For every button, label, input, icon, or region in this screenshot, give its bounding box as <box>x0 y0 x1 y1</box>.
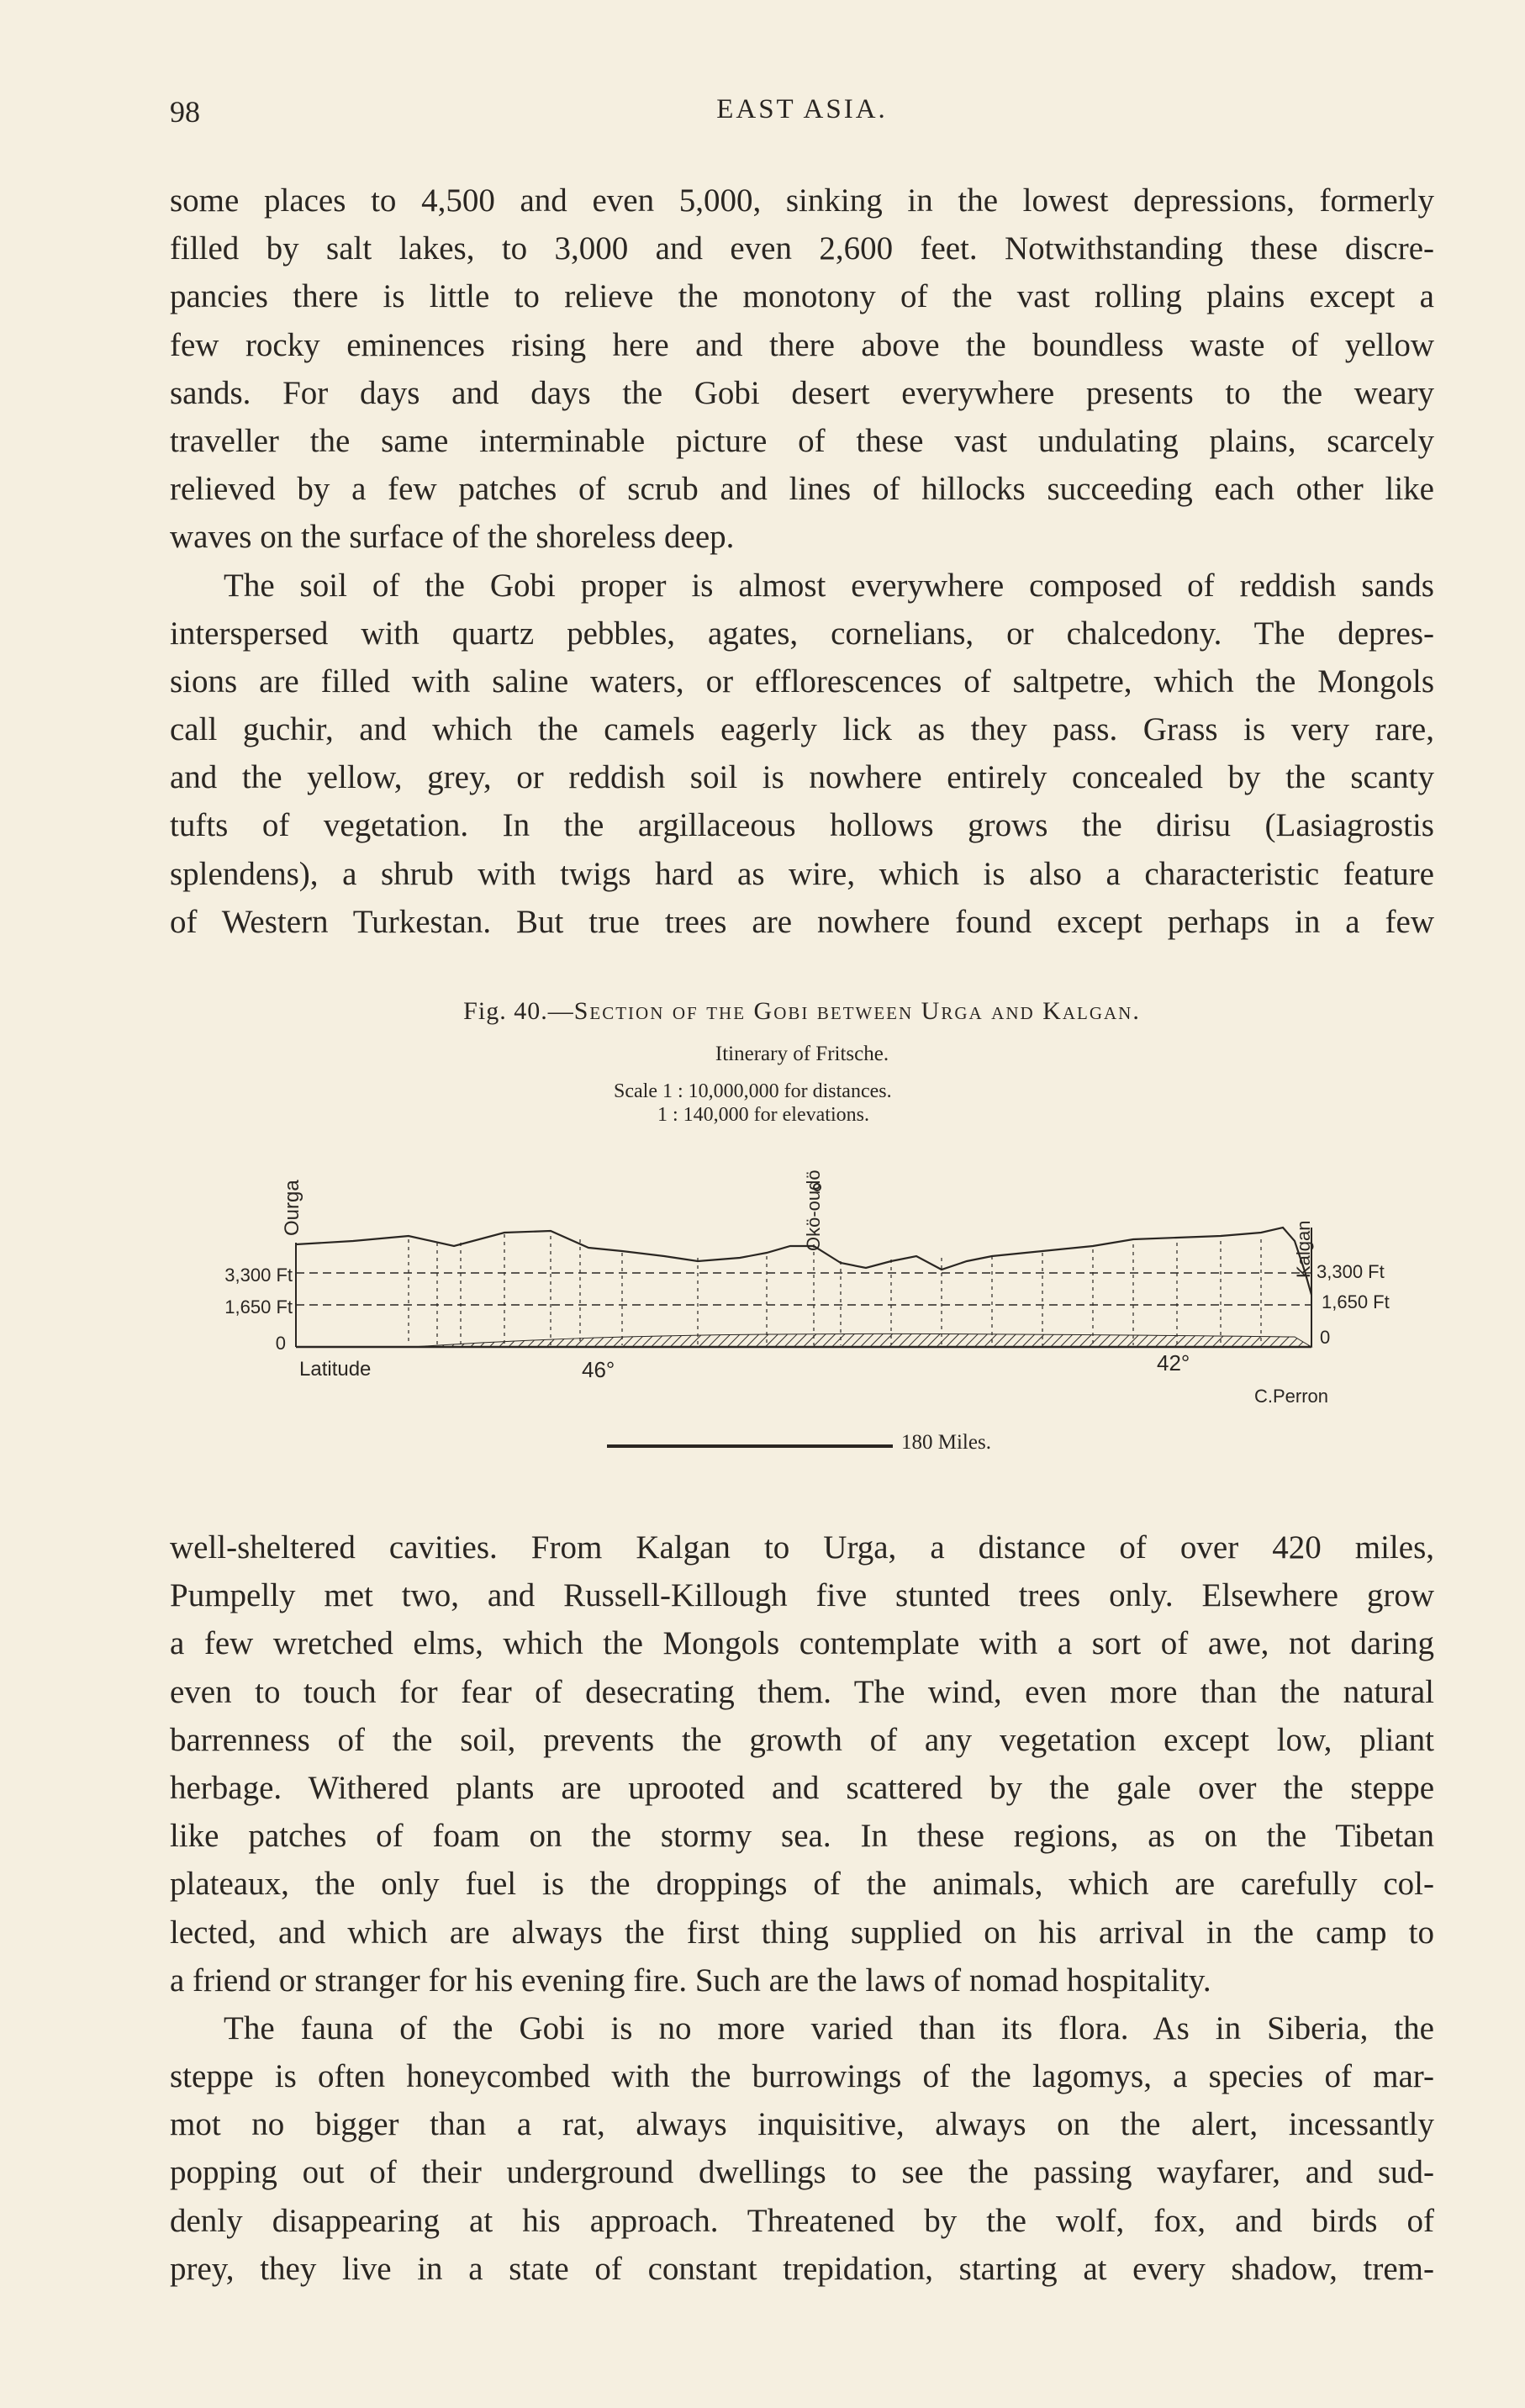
scale-bar-label: 180 Miles. <box>901 1431 991 1454</box>
figure-subtitle: Itinerary of Fritsche. <box>715 1043 889 1065</box>
body-line: popping out of their underground dwellings to see the passing wayfarer, and sud- <box>170 2154 1434 2191</box>
town-label-kalgan: Kalgan <box>1293 1220 1314 1278</box>
town-label-ourga: Ourga <box>281 1180 303 1236</box>
figure-title: Section of the Gobi between Urga and Kalgan. <box>573 997 1141 1025</box>
body-line: sions are filled with saline waters, or efflorescences of saltpetre, which the Mongols <box>170 663 1434 700</box>
latitude-label: Latitude <box>299 1358 372 1381</box>
elev-right-1650: 1,650 Ft <box>1322 1291 1390 1312</box>
body-line: a few wretched elms, which the Mongols contemplate with a sort of awe, not daring <box>170 1625 1434 1662</box>
body-line: mot no bigger than a rat, always inquisitive, always on the alert, incessantly <box>170 2106 1434 2143</box>
body-line: steppe is often honeycombed with the burrowings of the lagomys, a species of mar- <box>170 2058 1434 2095</box>
body-line: barrenness of the soil, prevents the growth of any vegetation except low, pliant <box>170 1721 1434 1758</box>
body-line: call guchir, and which the camels eagerly lick as they pass. Grass is very rare, <box>170 711 1434 748</box>
base-hatching <box>412 1333 1311 1347</box>
scale-elevations: 1 : 140,000 for elevations. <box>657 1104 869 1126</box>
body-line: denly disappearing at his approach. Threatened by the wolf, fox, and birds of <box>170 2202 1434 2239</box>
latitude-46: 46° <box>582 1357 615 1382</box>
body-line: even to touch for fear of desecrating them. The wind, even more than the natural <box>170 1673 1434 1710</box>
body-line: relieved by a few patches of scrub and lines of hillocks succeeding each other like <box>170 471 1434 508</box>
station-lines <box>409 1234 1261 1345</box>
page-number: 98 <box>170 95 200 129</box>
latitude-42: 42° <box>1157 1350 1190 1376</box>
elev-left-3300: 3,300 Ft <box>224 1265 293 1286</box>
scale-distances: Scale 1 : 10,000,000 for distances. <box>614 1080 892 1102</box>
body-line: few rocky eminences rising here and there above the boundless waste of yellow <box>170 326 1434 363</box>
town-label-okoudo: Okö-oudö <box>803 1170 824 1251</box>
elev-right-0: 0 <box>1320 1327 1331 1348</box>
figure-number: Fig. 40.— <box>463 997 574 1025</box>
body-line: of Western Turkestan. But true trees are nowhere found except perhaps in a few <box>170 903 1434 940</box>
running-title: EAST ASIA. <box>716 94 888 124</box>
engraver-credit: C.Perron <box>1254 1386 1329 1407</box>
body-line: like patches of foam on the stormy sea. In these regions, as on the Tibetan <box>170 1818 1434 1855</box>
body-line: pancies there is little to relieve the monotony of the vast rolling plains except a <box>170 278 1434 315</box>
body-line: The fauna of the Gobi is no more varied than its flora. As in Siberia, the <box>224 2009 1434 2046</box>
body-line: interspersed with quartz pebbles, agates, cornelians, or chalcedony. The depres- <box>170 615 1434 652</box>
body-line: lected, and which are always the first thing supplied on his arrival in the camp to <box>170 1914 1434 1951</box>
body-line: prey, they live in a state of constant trepidation, starting at every shadow, trem- <box>170 2250 1434 2287</box>
body-line: sands. For days and days the Gobi desert everywhere presents to the weary <box>170 374 1434 411</box>
body-line: filled by salt lakes, to 3,000 and even 2,600 feet. Notwithstanding these discre- <box>170 230 1434 267</box>
body-line: herbage. Withered plants are uprooted and scattered by the gale over the steppe <box>170 1769 1434 1806</box>
body-line: splendens), a shrub with twigs hard as wire, which is also a characteristic feature <box>170 855 1434 892</box>
elev-right-3300: 3,300 Ft <box>1317 1261 1385 1282</box>
body-line: some places to 4,500 and even 5,000, sinking in the lowest depressions, formerly <box>170 182 1434 219</box>
body-line: tufts of vegetation. In the argillaceous hollows grows the dirisu (Lasiagrostis <box>170 807 1434 844</box>
body-line: plateaux, the only fuel is the droppings of the animals, which are carefully col- <box>170 1866 1434 1903</box>
body-line: and the yellow, grey, or reddish soil is nowhere entirely concealed by the scanty <box>170 759 1434 796</box>
scale-bar <box>607 1444 893 1448</box>
body-line: a friend or stranger for his evening fire. Such are the laws of nomad hospitality. <box>170 1962 1211 1999</box>
text-block-bottom <box>170 1523 1434 2293</box>
body-line: Pumpelly met two, and Russell-Killough five stunted trees only. Elsewhere grow <box>170 1577 1434 1614</box>
elev-left-0: 0 <box>275 1333 286 1354</box>
body-line: well-sheltered cavities. From Kalgan to Urga, a distance of over 420 miles, <box>170 1529 1434 1566</box>
body-line: waves on the surface of the shoreless deep. <box>170 519 735 556</box>
body-line: traveller the same interminable picture of these vast undulating plains, scarcely <box>170 422 1434 459</box>
elev-left-1650: 1,650 Ft <box>224 1296 293 1318</box>
body-line: The soil of the Gobi proper is almost everywhere composed of reddish sands <box>224 567 1434 604</box>
